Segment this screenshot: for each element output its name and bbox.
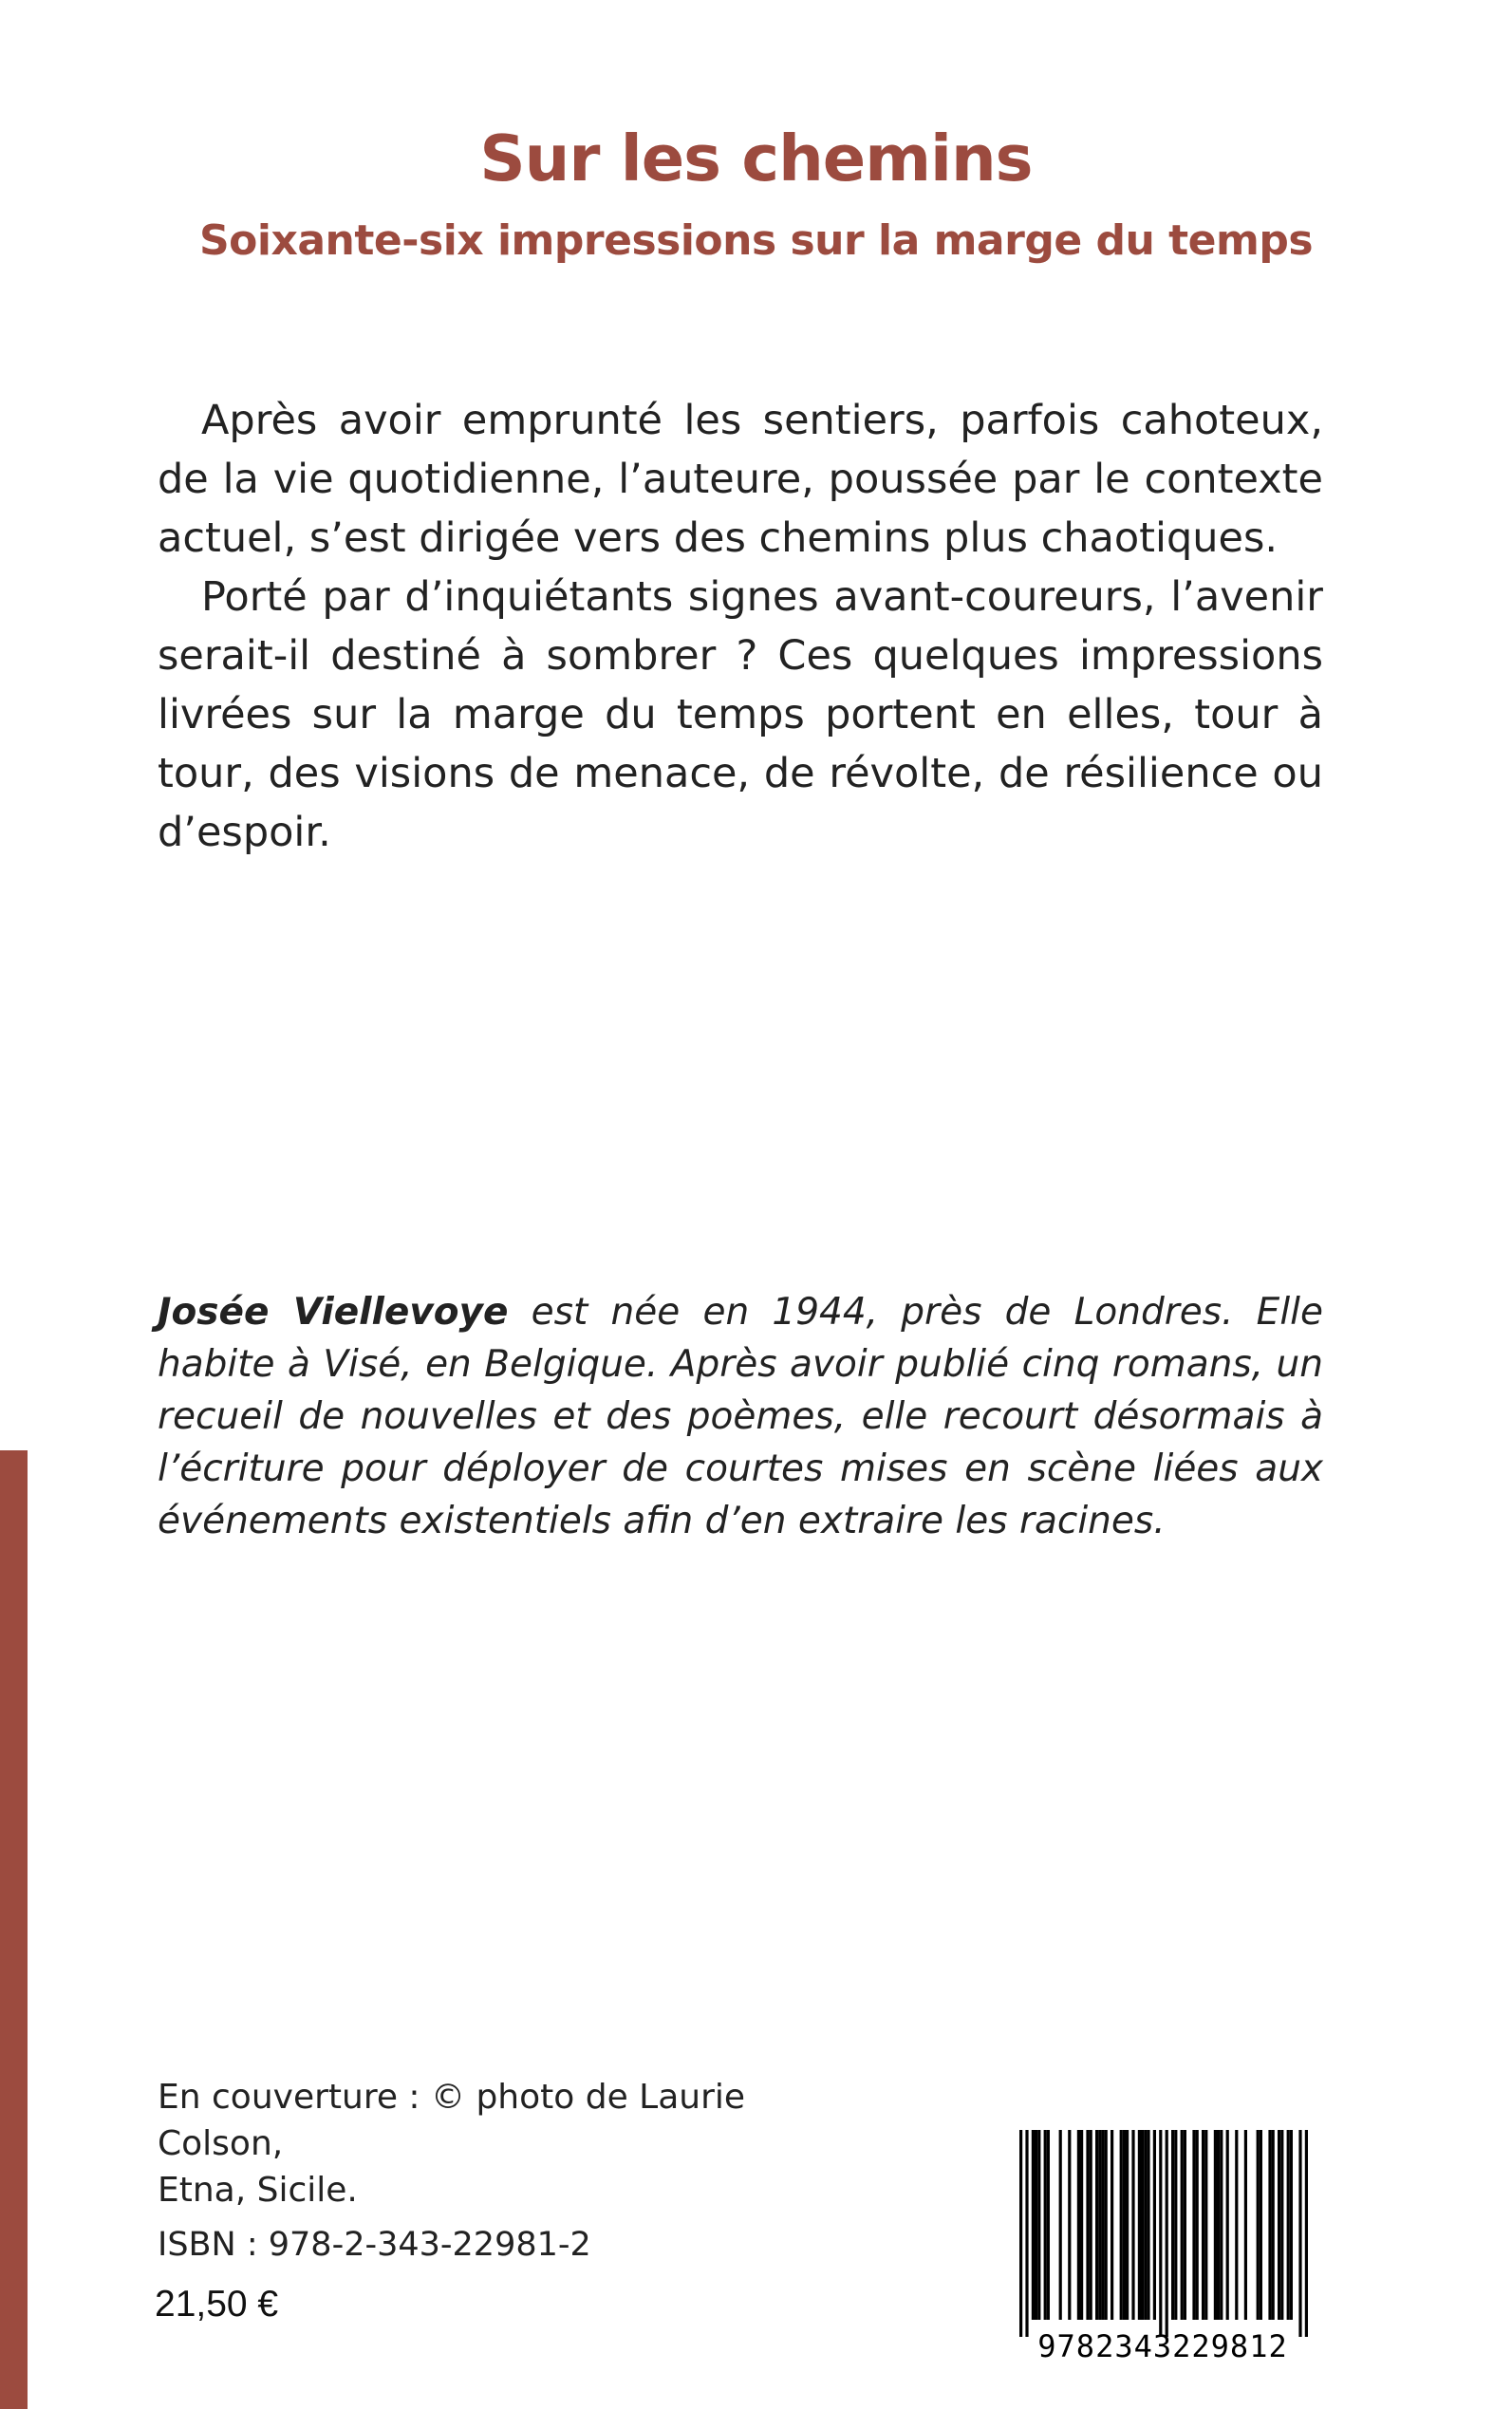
barcode-bar [1120,2130,1123,2320]
barcode-bar [1153,2130,1156,2320]
barcode-bar [1025,2130,1028,2337]
barcode-bar [1037,2130,1040,2320]
blurb-paragraph-1: Après avoir emprunté les sentiers, parfois cahoteux, de la vie quotidienne, l’auteure, poussée par le contexte actuel, s’est dirigée vers des chemins plus chaotiques. [158,397,1323,562]
barcode-bar [1235,2130,1238,2320]
barcode-bar [1123,2130,1126,2320]
blurb-paragraph-2: Porté par d’inquiétants signes avant-coureurs, l’avenir serait-il destiné à sombrer ? Ces quelques impressions livrées sur la marge du temps portent en elles, tour à tour, des visions de menace, de révolte, de résilience ou d’espoir. [158,573,1323,856]
barcode-bar [1141,2130,1144,2320]
barcode-bar [1204,2130,1207,2320]
barcode-bar [1068,2130,1071,2320]
barcode-bar [1166,2130,1168,2337]
book-subtitle: Soixante-six impressions sur la marge du temps [198,216,1314,265]
cover-credit-line-1: En couverture : © photo de Laurie Colson, [158,2078,746,2163]
barcode-bar [1171,2130,1174,2320]
barcode-digits: 9782343229812 [1037,2328,1288,2363]
barcode-bar [1138,2130,1141,2320]
barcode-bar [1226,2130,1229,2320]
cover-credit-line-2: Etna, Sicile. [158,2171,358,2210]
barcode-bar [1019,2130,1022,2337]
barcode-bar [1217,2130,1220,2320]
barcode-bar [1244,2130,1247,2320]
barcode-bar [1260,2130,1262,2320]
barcode-bar [1268,2130,1271,2320]
author-bio-text: est née en 1944, près de Londres. Elle habite à Visé, en Belgique. Après avoir publié cinq romans, un recueil de nouvelles et des poèmes, elle recourt désormais à l’écriture pour déployer de courtes mises en scène liées aux événements existentiels afin d’en extraire les racines. [158,1291,1323,1542]
barcode-bar [1305,2130,1308,2337]
barcode [997,2124,1329,2363]
barcode-bar [1080,2130,1083,2320]
barcode-bar [1290,2130,1293,2320]
barcode-bar [1174,2130,1177,2320]
barcode-bar [1272,2130,1275,2320]
barcode-bar [1077,2130,1080,2320]
barcode-bar [1159,2130,1162,2337]
barcode-bar [1044,2130,1047,2320]
barcode-bar [1278,2130,1280,2320]
barcode-bar [1196,2130,1199,2320]
barcode-bar [1098,2130,1101,2320]
barcode-bar [1144,2130,1147,2320]
barcode-bar [1280,2130,1283,2320]
price: 21,50 € [155,2284,279,2325]
barcode-bar [1202,2130,1204,2320]
barcode-bar [1035,2130,1037,2320]
barcode-bar [1181,2130,1184,2320]
barcode-bar [1047,2130,1050,2320]
author-name: Josée Viellevoye [158,1291,509,1334]
barcode-bar [1298,2130,1301,2337]
barcode-bar [1220,2130,1223,2320]
back-cover-blurb [158,391,1323,862]
book-title: Sur les chemins [479,121,1033,196]
barcode-bar [1090,2130,1092,2320]
barcode-bar [1105,2130,1108,2320]
barcode-bar [1101,2130,1104,2320]
barcode-bar [1214,2130,1217,2320]
barcode-bar [1184,2130,1186,2320]
barcode-bar [1059,2130,1062,2320]
barcode-bar [1086,2130,1089,2320]
barcode-bar [1147,2130,1149,2320]
cover-credit [158,2074,879,2213]
author-bio [158,1286,1323,1547]
barcode-bar [1287,2130,1290,2320]
barcode-bar [1192,2130,1195,2320]
barcode-bar [1032,2130,1035,2320]
barcode-bar [1095,2130,1098,2320]
barcode-bar [1131,2130,1134,2320]
isbn: ISBN : 978-2-343-22981-2 [158,2226,591,2264]
barcode-bar [1257,2130,1260,2320]
spine-accent-bar [0,1450,28,2409]
barcode-bar [1111,2130,1113,2320]
barcode-bar [1126,2130,1129,2320]
